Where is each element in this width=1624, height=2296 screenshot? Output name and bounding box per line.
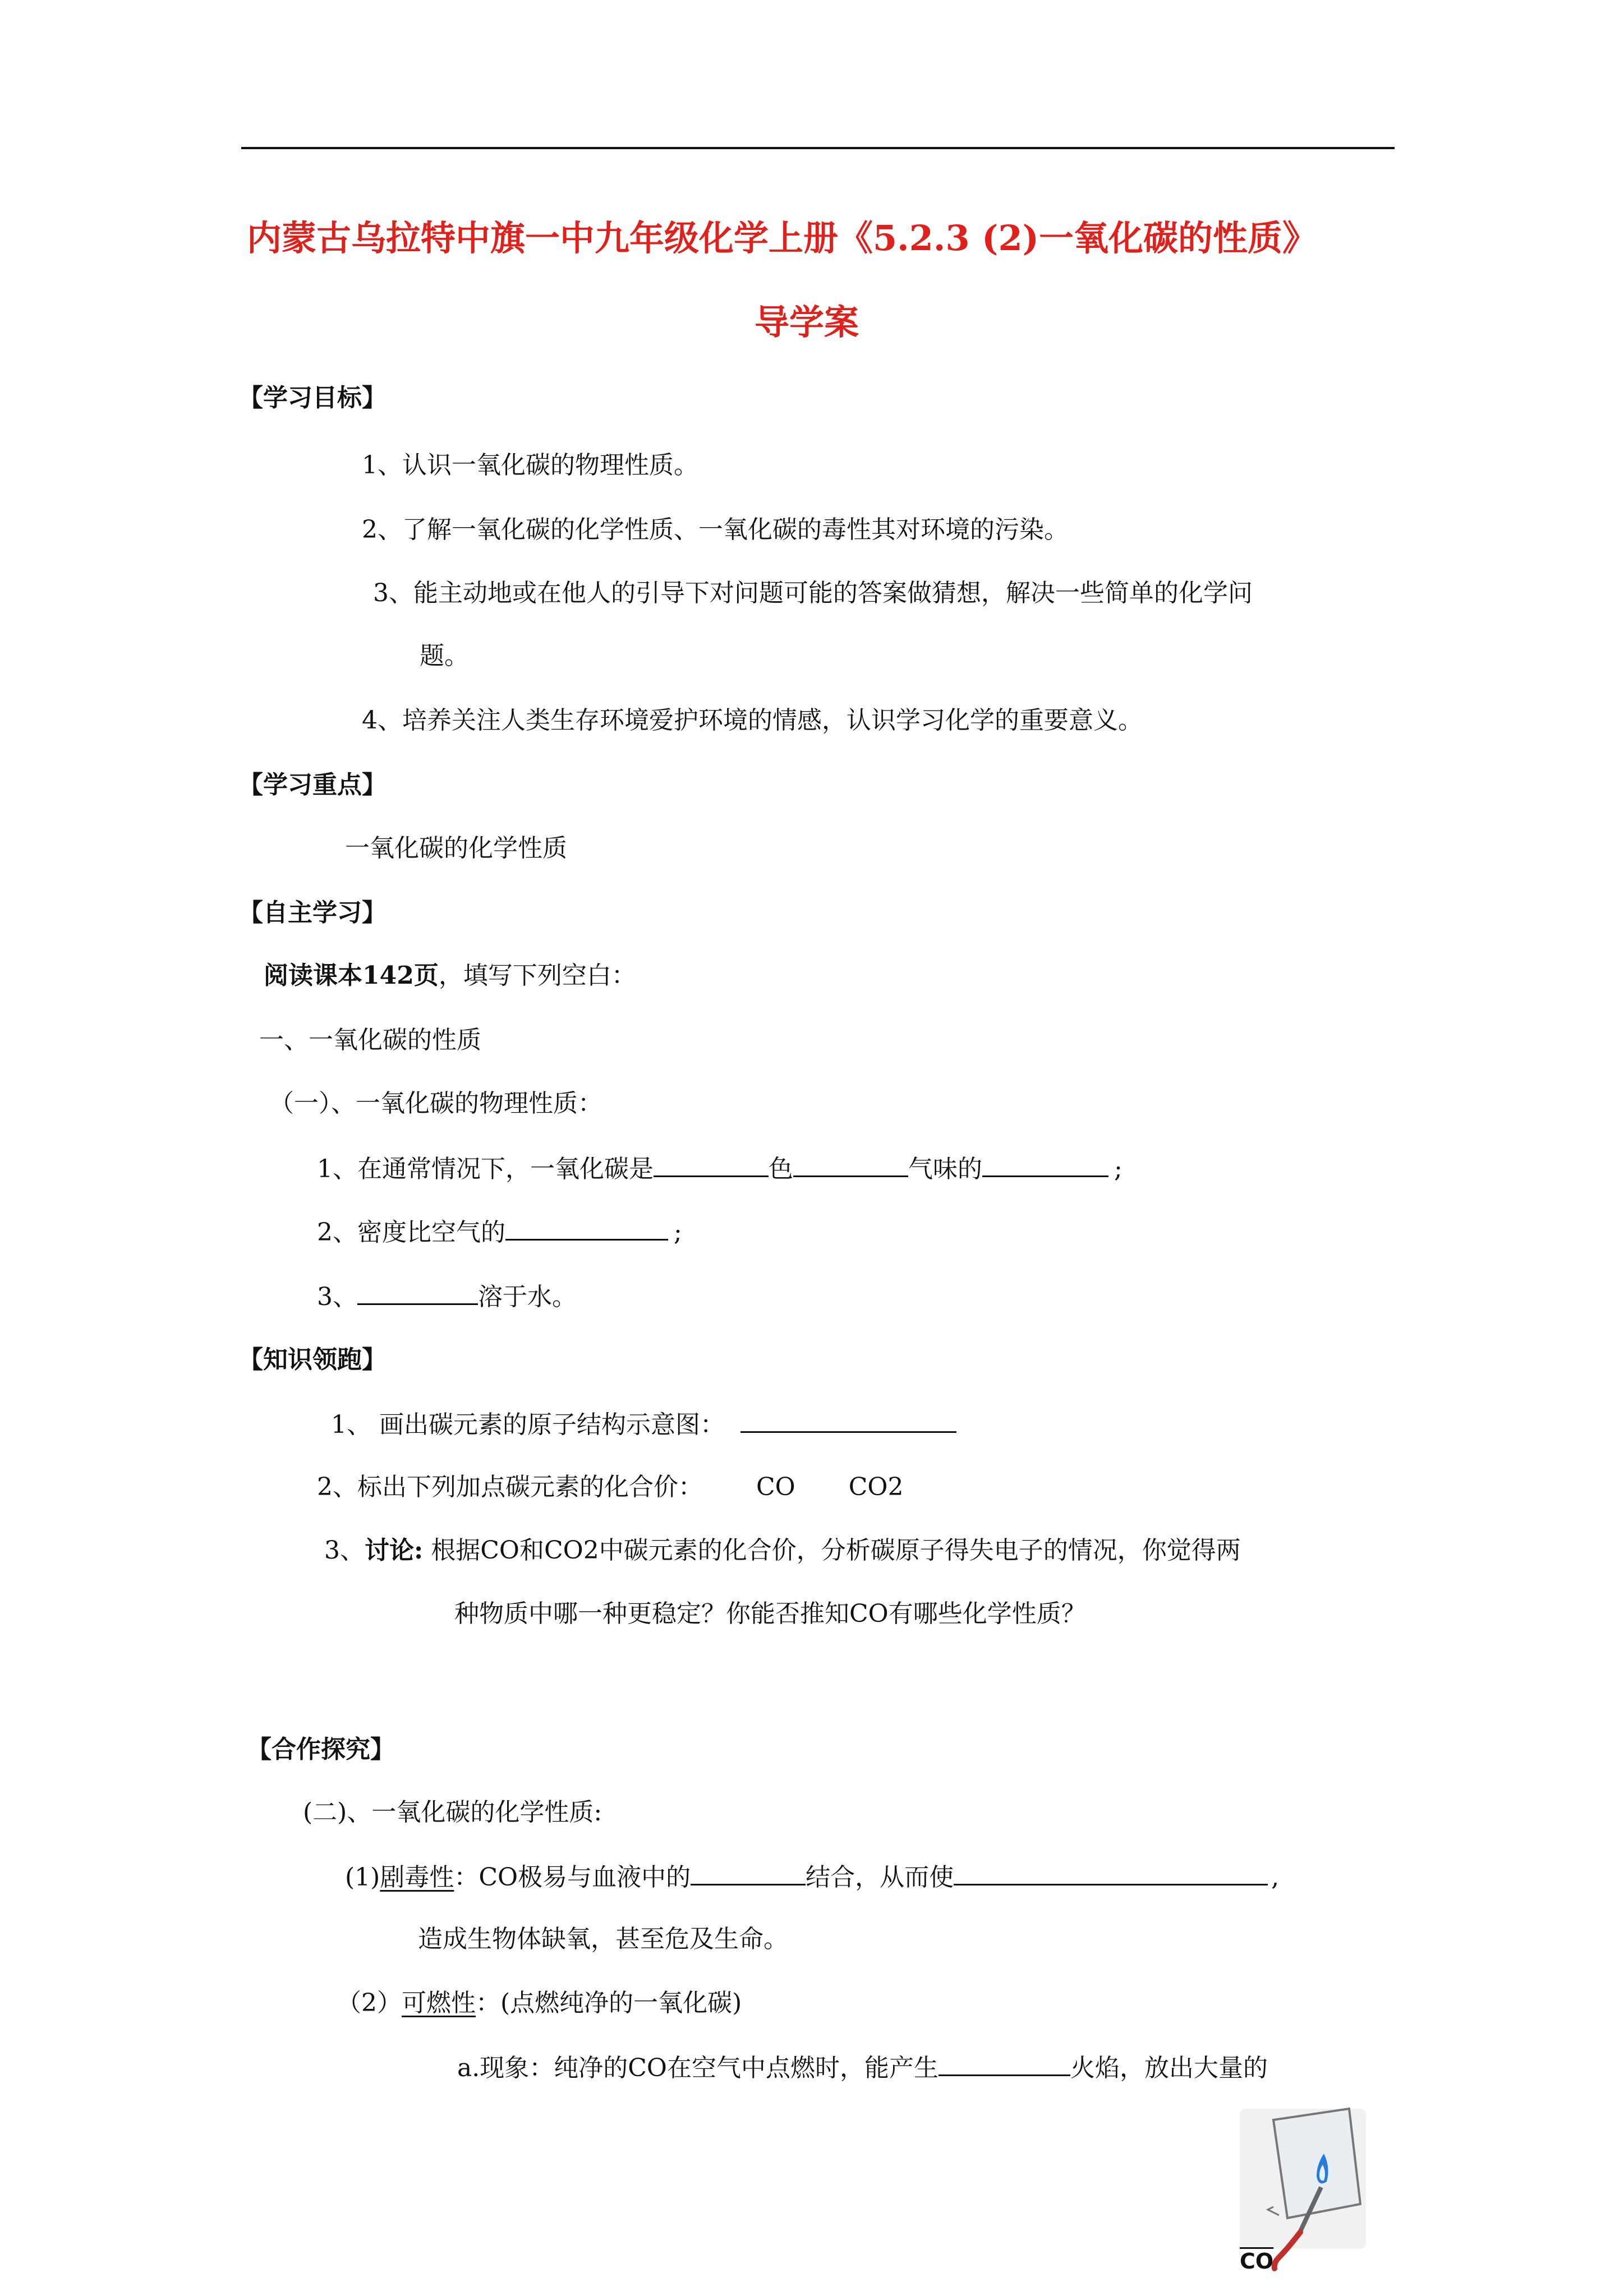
objective-item-continued: 题。 [420, 642, 469, 670]
knowledge-item-3-continued: 种物质中哪一种更稳定？你能否推知CO有哪些化学性质？ [454, 1599, 1086, 1628]
k3-num: 3、 [324, 1536, 365, 1565]
p1-num: (1) [345, 1863, 380, 1892]
key-points-text: 一氧化碳的化学性质 [345, 834, 567, 863]
subsection-chemical: (二)、一氧化碳的化学性质: [303, 1798, 602, 1827]
q1-text-c: 气味的 [908, 1155, 982, 1183]
p1-text-a: ：CO极易与血液中的 [454, 1863, 691, 1892]
k1-text: 1、 画出碳元素的原子结构示意图： [331, 1410, 725, 1439]
k3-discussion-label: 讨论: [365, 1536, 424, 1565]
flame-color-blank[interactable] [938, 2050, 1070, 2076]
property-toxicity-continued: 造成生物体缺氧，甚至危及生命。 [418, 1925, 788, 1953]
q3-text-a: 3、 [317, 1283, 357, 1311]
p2-rest: ：(点燃纯净的一氧化碳) [476, 1989, 742, 2017]
property-toxicity [345, 1859, 1279, 1894]
objectives-heading: 【学习目标】 [238, 384, 387, 412]
knowledge-item-3 [324, 1534, 1241, 1567]
objective-item: 2、了解一氧化碳的化学性质、一氧化碳的毒性其对环境的污染。 [362, 515, 1069, 544]
q2-text-b: ; [674, 1218, 682, 1247]
toxicity-label: 剧毒性 [380, 1863, 454, 1892]
intro-bold: 阅读课本142页 [264, 961, 439, 990]
p1-text-c: , [1271, 1863, 1280, 1892]
question-3 [317, 1279, 577, 1314]
objective-item: 1、认识一氧化碳的物理性质。 [362, 451, 698, 480]
k3-text: 根据CO和CO2中碳元素的化合价，分析碳原子得失电子的情况，你觉得两 [423, 1536, 1241, 1565]
top-rule [241, 147, 1395, 149]
question-1 [317, 1151, 1122, 1186]
phenomenon-line [457, 2050, 1268, 2085]
color-blank[interactable] [654, 1151, 769, 1177]
density-blank[interactable] [505, 1214, 668, 1241]
co-burning-figure [1234, 2097, 1369, 2277]
p2-num: （2） [337, 1989, 402, 2017]
objective-item: 3、能主动地或在他人的引导下对问题可能的答案做猜想，解决一些简单的化学问 [373, 579, 1253, 607]
q1-text-d: ; [1114, 1155, 1122, 1183]
intro-rest: ，填写下列空白： [438, 961, 636, 990]
formula-co2: CO2 [848, 1473, 904, 1501]
q2-text-a: 2、密度比空气的 [317, 1218, 505, 1247]
p1-text-b: 结合，从而使 [806, 1863, 954, 1892]
solubility-blank[interactable] [357, 1279, 478, 1305]
q1-text-a: 1、在通常情况下，一氧化碳是 [317, 1155, 654, 1183]
knowledge-heading: 【知识领跑】 [238, 1345, 387, 1374]
knowledge-item-1 [331, 1407, 956, 1442]
self-study-heading: 【自主学习】 [238, 898, 387, 927]
atom-diagram-blank[interactable] [740, 1407, 956, 1433]
page-title: 内蒙古乌拉特中旗一中九年级化学上册《5.2.3 (2)一氧化碳的性质》 [247, 218, 1317, 259]
section-one-title: 一、一氧化碳的性质 [259, 1026, 481, 1054]
effect-blank[interactable] [954, 1859, 1268, 1885]
flammability-label: 可燃性 [402, 1989, 476, 2017]
subsection-physical: （一）、一氧化碳的物理性质： [269, 1089, 602, 1118]
p2a-text-b: 火焰，放出大量的 [1070, 2054, 1268, 2082]
q3-text-b: 溶于水。 [478, 1283, 577, 1311]
page-subtitle: 导学案 [755, 302, 859, 343]
key-points-heading: 【学习重点】 [238, 771, 387, 799]
blood-component-blank[interactable] [691, 1859, 806, 1885]
state-blank[interactable] [982, 1151, 1108, 1177]
k2-text: 2、标出下列加点碳元素的化合价： [317, 1473, 703, 1501]
objective-item: 4、培养关注人类生存环境爱护环境的情感，认识学习化学的重要意义。 [362, 706, 1143, 735]
p2a-text-a: a.现象：纯净的CO在空气中点燃时，能产生 [457, 2054, 938, 2082]
knowledge-item-2 [317, 1470, 903, 1504]
odor-blank[interactable] [793, 1151, 908, 1177]
formula-co: CO [756, 1473, 795, 1501]
property-flammability [337, 1986, 742, 2020]
self-study-intro [264, 959, 636, 993]
cooperation-heading: 【合作探究】 [247, 1735, 395, 1764]
co-label: $\overline{CO}$ [1240, 2249, 1274, 2274]
q1-text-b: 色 [769, 1155, 793, 1183]
question-2 [317, 1214, 682, 1250]
